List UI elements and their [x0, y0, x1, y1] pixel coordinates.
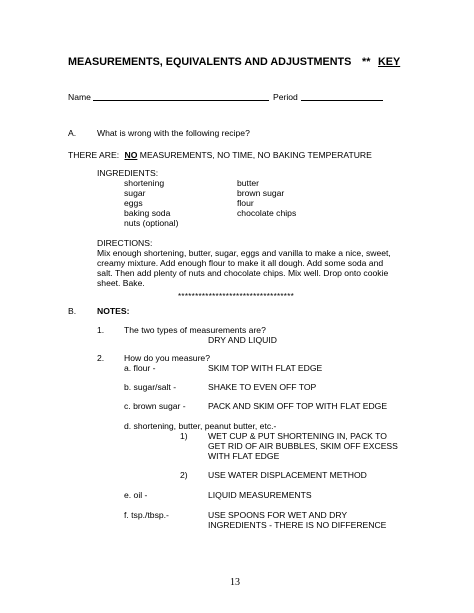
period-field-line [301, 100, 383, 101]
item-e-label: e. oil - [124, 490, 148, 500]
item-e-answer: LIQUID MEASUREMENTS [208, 490, 312, 500]
key-label: KEY [378, 56, 401, 68]
ingredient-left: sugar [124, 188, 146, 198]
q2-text: How do you measure? [124, 353, 210, 363]
ingredient-left: baking soda [124, 208, 171, 218]
item-f-label: f. tsp./tbsp.- [124, 510, 169, 520]
section-a-question: What is wrong with the following recipe? [97, 128, 250, 138]
ingredient-left: eggs [124, 198, 143, 208]
there-are-line [68, 150, 372, 160]
there-are-prefix: THERE ARE: [68, 150, 120, 160]
page-title: MEASUREMENTS, EQUIVALENTS AND ADJUSTMENTS [68, 56, 352, 68]
item-f-answer-line: INGREDIENTS - THERE IS NO DIFFERENCE [208, 520, 387, 530]
ingredient-right: brown sugar [237, 188, 285, 198]
item-d2-answer: USE WATER DISPLACEMENT METHOD [208, 470, 367, 480]
item-b-label: b. sugar/salt - [124, 382, 177, 392]
item-a-answer: SKIM TOP WITH FLAT EDGE [208, 363, 323, 373]
directions-line: salt. Then add plenty of nuts and chocolate chips. Mix well. Drop onto cookie [97, 268, 389, 278]
ingredient-left: nuts (optional) [124, 218, 179, 228]
ingredient-left: shortening [124, 178, 165, 188]
there-are-rest: MEASUREMENTS, NO TIME, NO BAKING TEMPERATURE [139, 150, 372, 160]
notes-label: NOTES: [97, 306, 130, 316]
item-d1-answer-line: WET CUP & PUT SHORTENING IN, PACK TO [208, 431, 387, 441]
q1-number: 1. [97, 325, 105, 335]
name-label: Name [68, 92, 91, 102]
item-f-answer-line: USE SPOONS FOR WET AND DRY [208, 510, 348, 520]
q2-number: 2. [97, 353, 105, 363]
item-d1-answer-line: WITH FLAT EDGE [208, 451, 280, 461]
name-field-line [93, 100, 269, 101]
item-c-answer: PACK AND SKIM OFF TOP WITH FLAT EDGE [208, 401, 388, 411]
period-label: Period [273, 92, 298, 102]
q1-text: The two types of measurements are? [124, 325, 266, 335]
directions-label: DIRECTIONS: [97, 238, 153, 248]
ingredient-right: chocolate chips [237, 208, 297, 218]
star-divider: ********************************** [178, 292, 295, 301]
ingredients-label: INGREDIENTS: [97, 168, 159, 178]
q1-answer: DRY AND LIQUID [208, 335, 277, 345]
item-d1-number: 1) [180, 431, 188, 441]
title-stars: ** [362, 56, 371, 68]
no-word: NO [124, 150, 138, 160]
item-d1-answer-line: GET RID OF AIR BUBBLES, SKIM OFF EXCESS [208, 441, 398, 451]
directions-line: Mix enough shortening, butter, sugar, eggs and vanilla to make a nice, sweet, [97, 248, 391, 258]
ingredient-right: flour [237, 198, 254, 208]
directions-line: sheet. Bake. [97, 278, 145, 288]
page-number: 13 [230, 577, 240, 588]
section-a-marker: A. [68, 128, 77, 138]
directions-line: creamy mixture. Add enough flour to make it all dough. Add some soda and [97, 258, 384, 268]
item-c-label: c. brown sugar - [124, 401, 186, 411]
item-d2-number: 2) [180, 470, 188, 480]
item-d-label: d. shortening, butter, peanut butter, etc.- [124, 421, 277, 431]
section-b-marker: B. [68, 306, 77, 316]
item-b-answer: SHAKE TO EVEN OFF TOP [208, 382, 317, 392]
item-a-label: a. flour - [124, 363, 156, 373]
ingredient-right: butter [237, 178, 259, 188]
